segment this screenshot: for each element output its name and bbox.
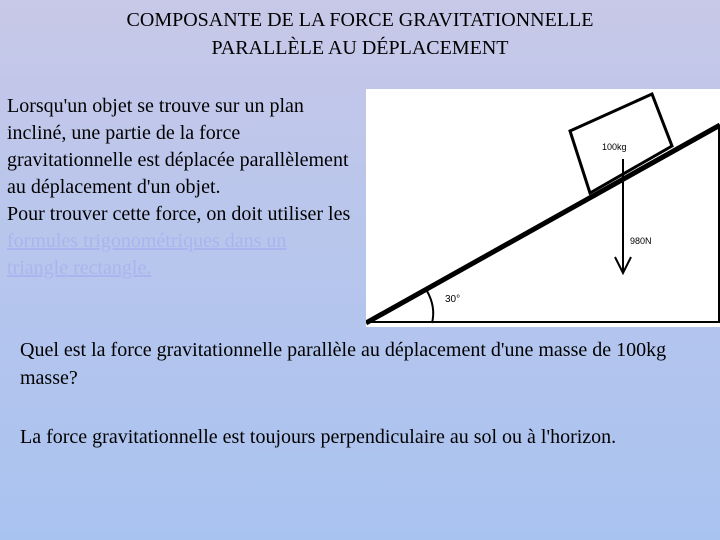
note-paragraph: La force gravitationnelle est toujours perpendiculaire au sol ou à l'horizon. xyxy=(20,426,617,448)
page-title xyxy=(0,6,720,62)
diagram-svg xyxy=(366,89,720,327)
force-label: 980N xyxy=(630,236,652,246)
title-line-1: COMPOSANTE DE LA FORCE GRAVITATIONNELLE xyxy=(126,9,594,31)
intro-paragraph xyxy=(7,93,352,282)
angle-label: 30° xyxy=(445,294,461,305)
question-paragraph: Quel est la force gravitationnelle parallèle au déplacement d'une masse de 100kg masse? xyxy=(20,339,667,389)
trig-formulas-link[interactable]: formules trigonométriques dans un triangle rectangle. xyxy=(7,230,287,279)
mass-label: 100kg xyxy=(602,142,627,152)
title-line-2: PARALLÈLE AU DÉPLACEMENT xyxy=(211,37,509,59)
intro-text-1: Lorsqu'un objet se trouve sur un plan incliné, une partie de la force gravitationnelle est déplacée parallèlement au déplacement d'un objet. xyxy=(7,95,349,198)
intro-text-2: Pour trouver cette force, on doit utiliser les xyxy=(7,203,351,225)
inclined-plane-diagram xyxy=(366,89,720,327)
